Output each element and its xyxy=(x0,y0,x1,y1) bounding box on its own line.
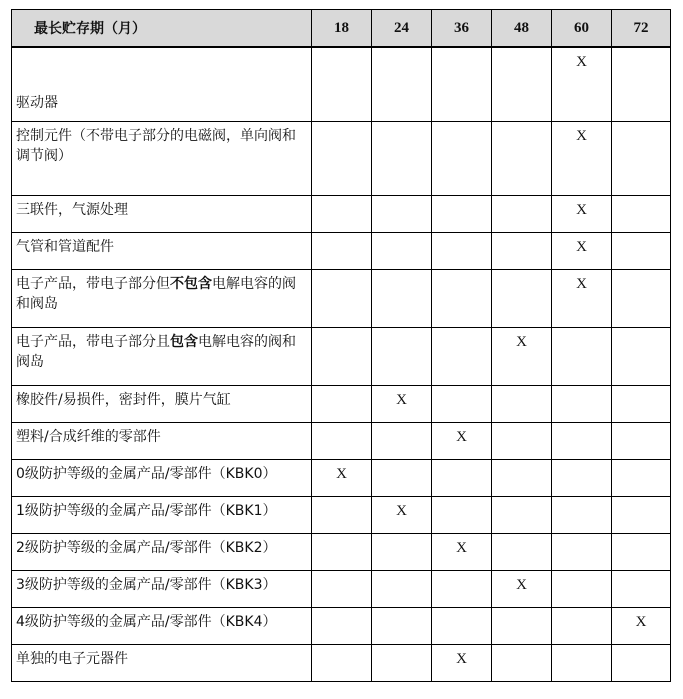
row-label-text: 0级防护等级的金属产品/零部件（KBK0） xyxy=(16,465,277,482)
month-cell-24 xyxy=(372,121,432,195)
month-cell-60 xyxy=(552,496,612,533)
month-cell-60 xyxy=(552,533,612,570)
month-cell-18 xyxy=(312,644,372,681)
month-cell-60 xyxy=(552,195,612,232)
month-cell-18 xyxy=(312,327,372,385)
row-label xyxy=(12,607,312,644)
month-cell-18 xyxy=(312,422,372,459)
month-cell-36 xyxy=(432,459,492,496)
month-cell-72 xyxy=(612,459,671,496)
check-mark: X xyxy=(336,465,347,482)
month-cell-36 xyxy=(432,385,492,422)
header-row xyxy=(12,10,671,48)
month-cell-24 xyxy=(372,269,432,327)
month-cell-36 xyxy=(432,607,492,644)
check-mark: X xyxy=(396,391,407,408)
month-cell-48 xyxy=(492,422,552,459)
header-month-24: 24 xyxy=(372,10,432,48)
row-label-text: 电解电容的阀和阀岛 xyxy=(16,275,296,312)
row-label-emphasis: 不包含 xyxy=(170,275,212,292)
table-row xyxy=(12,269,671,327)
row-label xyxy=(12,327,312,385)
month-cell-60 xyxy=(552,327,612,385)
check-mark: X xyxy=(456,539,467,556)
month-cell-72 xyxy=(612,269,671,327)
month-cell-18 xyxy=(312,195,372,232)
month-cell-24 xyxy=(372,607,432,644)
header-month-18: 18 xyxy=(312,10,372,48)
month-cell-24 xyxy=(372,327,432,385)
header-month-48: 48 xyxy=(492,10,552,48)
month-cell-48 xyxy=(492,570,552,607)
month-cell-24 xyxy=(372,570,432,607)
month-cell-36 xyxy=(432,327,492,385)
row-label xyxy=(12,232,312,269)
table-row xyxy=(12,459,671,496)
row-label-text: 4级防护等级的金属产品/零部件（KBK4） xyxy=(16,613,277,630)
row-label xyxy=(12,570,312,607)
month-cell-72 xyxy=(612,570,671,607)
storage-period-table xyxy=(11,9,671,682)
month-cell-48 xyxy=(492,195,552,232)
month-cell-72 xyxy=(612,607,671,644)
month-cell-18 xyxy=(312,607,372,644)
row-label-text: 电解电容的阀和阀岛 xyxy=(16,333,296,370)
month-cell-72 xyxy=(612,195,671,232)
month-cell-36 xyxy=(432,269,492,327)
row-label-text: 驱动器 xyxy=(16,94,58,111)
row-label-text: 单独的电子元器件 xyxy=(16,650,128,667)
header-month-72: 72 xyxy=(612,10,671,48)
row-label-text: 1级防护等级的金属产品/零部件（KBK1） xyxy=(16,502,277,519)
row-label xyxy=(12,385,312,422)
month-cell-18 xyxy=(312,570,372,607)
month-cell-24 xyxy=(372,195,432,232)
check-mark: X xyxy=(516,333,527,350)
month-cell-48 xyxy=(492,269,552,327)
month-cell-48 xyxy=(492,385,552,422)
month-cell-60 xyxy=(552,459,612,496)
month-cell-60 xyxy=(552,269,612,327)
month-cell-72 xyxy=(612,121,671,195)
month-cell-48 xyxy=(492,459,552,496)
month-cell-48 xyxy=(492,607,552,644)
month-cell-36 xyxy=(432,570,492,607)
month-cell-72 xyxy=(612,422,671,459)
month-cell-72 xyxy=(612,232,671,269)
month-cell-24 xyxy=(372,232,432,269)
month-cell-24 xyxy=(372,422,432,459)
row-label-text: 控制元件（不带电子部分的电磁阀，单向阀和调节阀） xyxy=(16,127,296,164)
table-row xyxy=(12,496,671,533)
check-mark: X xyxy=(576,238,587,255)
row-label xyxy=(12,422,312,459)
month-cell-60 xyxy=(552,47,612,121)
month-cell-60 xyxy=(552,121,612,195)
table-row xyxy=(12,195,671,232)
table-row xyxy=(12,327,671,385)
month-cell-48 xyxy=(492,121,552,195)
month-cell-72 xyxy=(612,533,671,570)
month-cell-18 xyxy=(312,121,372,195)
month-cell-24 xyxy=(372,533,432,570)
month-cell-18 xyxy=(312,385,372,422)
month-cell-72 xyxy=(612,385,671,422)
row-label-text: 2级防护等级的金属产品/零部件（KBK2） xyxy=(16,539,277,556)
month-cell-48 xyxy=(492,47,552,121)
row-label xyxy=(12,269,312,327)
month-cell-36 xyxy=(432,533,492,570)
row-label-text: 三联件，气源处理 xyxy=(16,201,128,218)
month-cell-60 xyxy=(552,570,612,607)
table-row xyxy=(12,644,671,681)
month-cell-60 xyxy=(552,607,612,644)
row-label-text: 气管和管道配件 xyxy=(16,238,114,255)
month-cell-18 xyxy=(312,47,372,121)
row-label-text: 橡胶件/易损件，密封件，膜片气缸 xyxy=(16,391,231,408)
month-cell-24 xyxy=(372,47,432,121)
month-cell-36 xyxy=(432,47,492,121)
month-cell-36 xyxy=(432,422,492,459)
table-row xyxy=(12,422,671,459)
month-cell-60 xyxy=(552,422,612,459)
table-row xyxy=(12,47,671,121)
row-label xyxy=(12,533,312,570)
row-label xyxy=(12,47,312,121)
month-cell-72 xyxy=(612,327,671,385)
header-month-36: 36 xyxy=(432,10,492,48)
row-label xyxy=(12,459,312,496)
month-cell-24 xyxy=(372,385,432,422)
month-cell-18 xyxy=(312,533,372,570)
month-cell-18 xyxy=(312,232,372,269)
month-cell-48 xyxy=(492,327,552,385)
table-row xyxy=(12,121,671,195)
month-cell-24 xyxy=(372,496,432,533)
check-mark: X xyxy=(635,613,647,630)
check-mark: X xyxy=(576,275,587,292)
check-mark: X xyxy=(576,127,587,144)
row-label xyxy=(12,121,312,195)
row-label xyxy=(12,644,312,681)
month-cell-36 xyxy=(432,496,492,533)
table-row xyxy=(12,533,671,570)
month-cell-18 xyxy=(312,459,372,496)
check-mark: X xyxy=(396,502,407,519)
month-cell-72 xyxy=(612,496,671,533)
month-cell-48 xyxy=(492,533,552,570)
row-label xyxy=(12,195,312,232)
month-cell-48 xyxy=(492,232,552,269)
row-label-text: 3级防护等级的金属产品/零部件（KBK3） xyxy=(16,576,277,593)
month-cell-72 xyxy=(612,644,671,681)
table-row xyxy=(12,232,671,269)
month-cell-36 xyxy=(432,195,492,232)
check-mark: X xyxy=(456,428,467,445)
row-label xyxy=(12,496,312,533)
table-row xyxy=(12,570,671,607)
month-cell-18 xyxy=(312,269,372,327)
month-cell-60 xyxy=(552,232,612,269)
table-row xyxy=(12,607,671,644)
month-cell-48 xyxy=(492,644,552,681)
month-cell-36 xyxy=(432,644,492,681)
check-mark: X xyxy=(576,54,587,70)
row-label-emphasis: 包含 xyxy=(170,333,198,350)
month-cell-48 xyxy=(492,496,552,533)
check-mark: X xyxy=(576,201,587,218)
month-cell-60 xyxy=(552,385,612,422)
check-mark: X xyxy=(456,650,467,667)
month-cell-72 xyxy=(612,47,671,121)
month-cell-36 xyxy=(432,121,492,195)
month-cell-24 xyxy=(372,644,432,681)
row-label-text: 塑料/合成纤维的零部件 xyxy=(16,428,161,445)
check-mark: X xyxy=(516,576,527,593)
row-label-text: 电子产品，带电子部分但 xyxy=(16,275,170,292)
header-label: 最长贮存期（月） xyxy=(12,10,312,48)
table-row xyxy=(12,385,671,422)
table-body xyxy=(12,47,671,681)
month-cell-24 xyxy=(372,459,432,496)
row-label-text: 电子产品，带电子部分且 xyxy=(16,333,170,350)
month-cell-60 xyxy=(552,644,612,681)
month-cell-36 xyxy=(432,232,492,269)
header-month-60: 60 xyxy=(552,10,612,48)
month-cell-18 xyxy=(312,496,372,533)
